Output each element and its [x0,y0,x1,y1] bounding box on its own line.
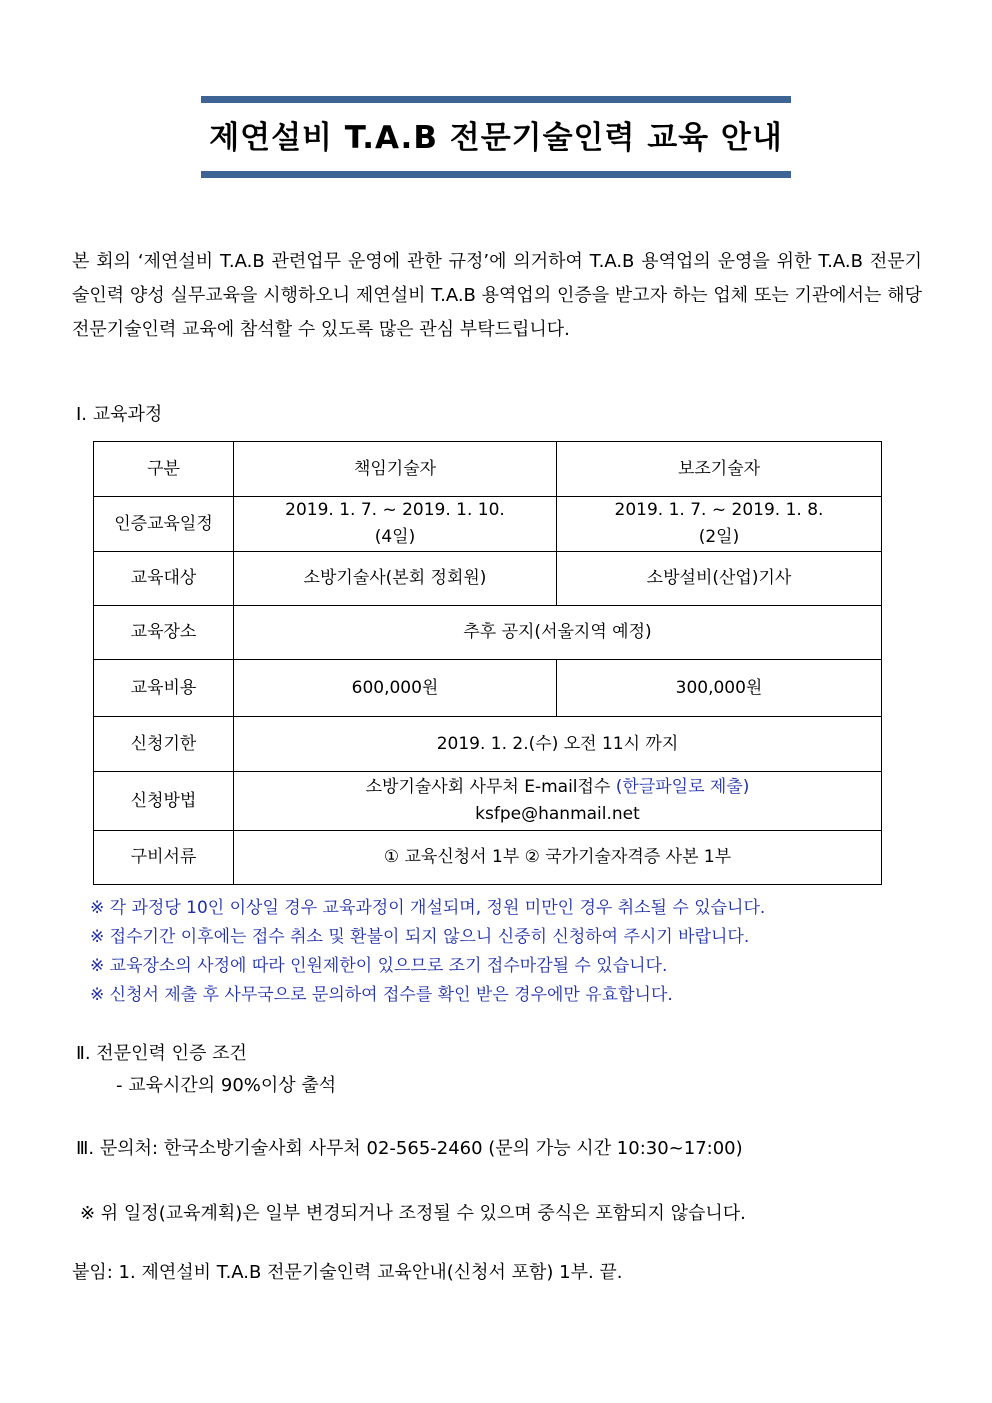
table-cell [557,497,882,552]
column-header: 보조기술자 [557,442,882,497]
row-label: 신청기한 [94,717,234,772]
table-cell [234,497,557,552]
document-title: 제연설비 T.A.B 전문기술인력 교육 안내 [209,120,783,156]
course-table [93,441,882,885]
row-label: 교육비용 [94,660,234,717]
section-2-heading: Ⅱ. 전문인력 인증 조건 [76,1043,247,1064]
note-item: ※ 각 과정당 10인 이상일 경우 교육과정이 개설되며, 정원 미만인 경우 취소될 수 있습니다. [90,898,766,918]
table-row [94,660,882,717]
cell-line [238,774,877,801]
cell-line: 2019. 1. 7. ~ 2019. 1. 8. [614,500,824,520]
row-label: 구분 [94,442,234,497]
table-row [94,497,882,552]
row-label: 인증교육일정 [94,497,234,552]
column-header: 책임기술자 [234,442,557,497]
cell-line: (2일) [698,527,740,547]
table-cell: 600,000원 [234,660,557,717]
table-row [94,772,882,831]
title-rule-bottom [201,171,791,178]
table-cell: 소방설비(산업)기사 [557,552,882,606]
attachment-line: 붙임: 1. 제연설비 T.A.B 전문기술인력 교육안내(신청서 포함) 1부. 끝. [72,1262,623,1283]
table-cell [234,772,882,831]
section-2-item: - 교육시간의 90%이상 출석 [116,1075,337,1096]
row-label: 교육대상 [94,552,234,606]
table-row [94,442,882,497]
row-label: 교육장소 [94,606,234,660]
note-item: ※ 교육장소의 사정에 따라 인원제한이 있으므로 조기 접수마감될 수 있습니다. [90,956,668,976]
cell-line: (4일) [374,527,416,547]
table-cell: 2019. 1. 2.(수) 오전 11시 까지 [234,717,882,772]
contact-email: ksfpe@hanmail.net [475,804,640,824]
row-label: 신청방법 [94,772,234,831]
table-row [94,717,882,772]
table-cell: 소방기술사(본회 정회원) [234,552,557,606]
table-cell: 300,000원 [557,660,882,717]
table-row [94,831,882,885]
table-cell: ① 교육신청서 1부 ② 국가기술자격증 사본 1부 [234,831,882,885]
table-cell: 추후 공지(서울지역 예정) [234,606,882,660]
cell-line: 2019. 1. 7. ~ 2019. 1. 10. [285,500,505,520]
application-method-note: (한글파일로 제출) [615,777,750,797]
intro-paragraph: 본 회의 ‘제연설비 T.A.B 관련업무 운영에 관한 규정’에 의거하여 T.A.B 용역업의 운영을 위한 T.A.B 전문기술인력 양성 실무교육을 시행하오니 제연설비 T.A.B 용역업의 인증을 받고자 하는 업체 또는 기관에서는 해당 전문기술인력 교육에 참석할 수 있도록 많은 관심 부탁드립니다. [72,251,922,340]
row-label: 구비서류 [94,831,234,885]
application-method-text: 소방기술사회 사무처 E-mail접수 [365,777,611,797]
note-item: ※ 신청서 제출 후 사무국으로 문의하여 접수를 확인 받은 경우에만 유효합니다. [90,985,673,1005]
table-row [94,606,882,660]
table-row [94,552,882,606]
notes-list [90,894,765,1010]
section-3-heading: Ⅲ. 문의처: 한국소방기술사회 사무처 02-565-2460 (문의 가능 시간 10:30~17:00) [76,1138,743,1159]
schedule-notice: ※ 위 일정(교육계획)은 일부 변경되거나 조정될 수 있으며 중식은 포함되지 않습니다. [80,1203,746,1224]
title-rule-top [201,96,791,103]
note-item: ※ 접수기간 이후에는 접수 취소 및 환불이 되지 않으니 신중히 신청하여 주시기 바랍니다. [90,927,750,947]
section-1-heading: Ⅰ. 교육과정 [76,404,163,425]
